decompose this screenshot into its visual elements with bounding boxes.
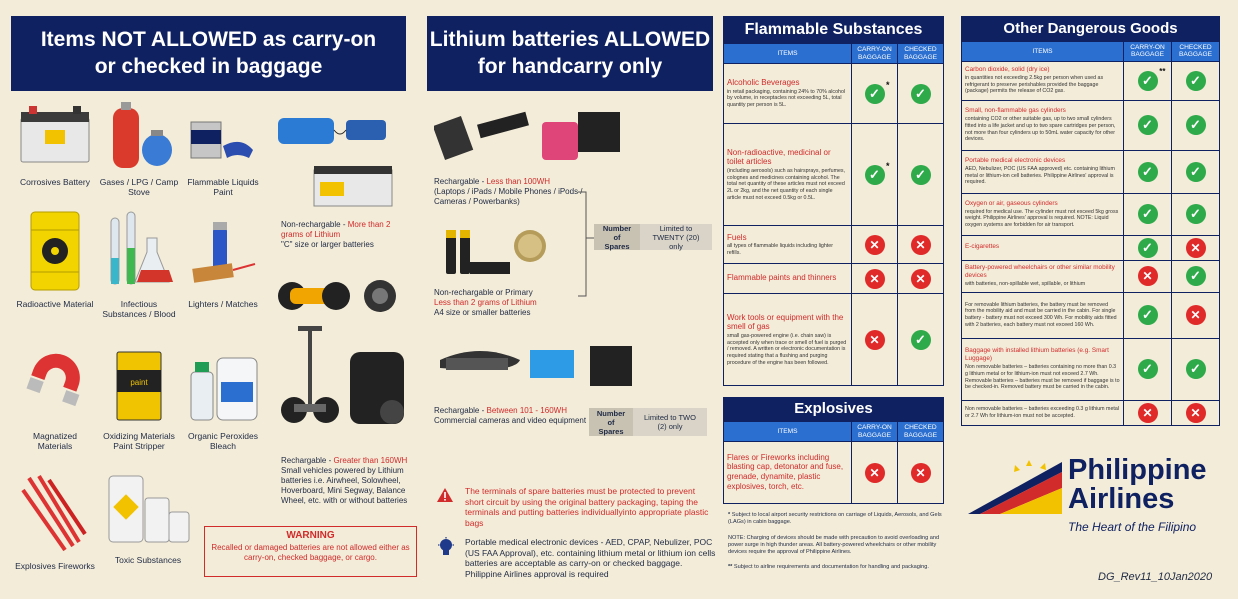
table-row	[962, 100, 1220, 150]
row-title: Non-radioactive, medicinal or toilet articles	[727, 147, 831, 167]
check-icon: ✓	[911, 165, 931, 185]
item-gases	[99, 100, 179, 197]
cross-icon: ✕	[911, 463, 931, 483]
flammable-panel	[723, 16, 944, 386]
not-allowed-banner	[11, 16, 406, 91]
row-title: Baggage with installed lithium batteries (e.g. Smart Luggage)	[965, 347, 1109, 363]
col-items: ITEMS	[724, 422, 852, 442]
lithium-title-line2: for handcarry only	[477, 54, 663, 78]
footnote-star: **	[728, 564, 733, 571]
table-header-row	[724, 44, 944, 64]
cross-icon: ✕	[865, 235, 885, 255]
table-row	[724, 64, 944, 124]
footnote-text: Subject to airline requirements and documentation for handling and packaging.	[733, 564, 929, 571]
aa-battery-icon	[442, 226, 552, 278]
item-label: Flammable Liquids Paint	[187, 177, 259, 198]
check-icon: ✓ **	[1138, 71, 1158, 91]
cross-icon: ✕	[911, 235, 931, 255]
item-infectious	[99, 208, 179, 319]
row-desc: For removable lithium batteries, the battery must be removed from the mobility aid and must be carried in the cabin. For single battery - battery must not exceed 300 Wh. For mobility aids fitted with 2 batteries, each battery must not exceed 160 Wh.	[965, 301, 1117, 328]
cross-icon: ✕	[1186, 238, 1206, 258]
row-title: Oxygen or air, gaseous cylinders	[965, 199, 1058, 207]
other-table	[961, 41, 1220, 426]
table-row	[962, 150, 1220, 193]
nonrech-primary-prefix: Non-rechargable or Primary	[434, 288, 533, 297]
col-items: ITEMS	[962, 42, 1124, 62]
nonrech-large-prefix: Non-rechargable -	[281, 220, 348, 229]
spares-label: Number of Spares	[594, 224, 640, 250]
rech-100-rest: (Laptops / iPads / Mobile Phones / iPods / Cameras / Powerbanks)	[434, 187, 583, 206]
rech-160-rest: Small vehicles powered by Lithium batteries i.e. Airwheel, Solowheel, Hoverboard, Mini Segway, Balance Wheel, etc. with or without batteries	[281, 466, 408, 505]
item-magnetized	[15, 346, 95, 451]
table-row	[724, 294, 944, 386]
table-header-row	[962, 42, 1220, 62]
col-checked: CHECKED BAGGAGE	[898, 422, 944, 442]
not-allowed-title-line1: Items NOT ALLOWED as carry-on	[40, 28, 377, 52]
row-title: Battery-powered wheelchairs or other similar mobility devices	[965, 264, 1115, 280]
bracket-lines	[576, 190, 596, 300]
cross-icon: ✕	[911, 269, 931, 289]
paint-can-icon	[183, 100, 263, 172]
row-title: Flammable paints and thinners	[727, 273, 837, 283]
check-icon: ✓	[911, 330, 931, 350]
not-allowed-title-line2: or checked in baggage	[94, 54, 323, 78]
camera-battery-icon	[438, 340, 638, 394]
nonrech-primary-red: Less than 2 grams of Lithium	[434, 298, 537, 307]
fireworks-icon	[15, 468, 95, 556]
item-label: Gases / LPG / Camp Stove	[99, 177, 179, 198]
rech-160-text	[281, 456, 421, 506]
flammable-title: Flammable Substances	[723, 16, 944, 43]
warning-title: WARNING	[286, 530, 335, 541]
spares-box-1	[594, 224, 712, 250]
explosives-table	[723, 421, 944, 504]
item-label: Organic Peroxides Bleach	[188, 431, 258, 452]
segway-icon	[280, 322, 410, 430]
cross-icon: ✕	[1138, 403, 1158, 423]
table-row	[962, 400, 1220, 425]
cross-icon: ✕	[865, 463, 885, 483]
logo-tagline: The Heart of the Filipino	[1068, 520, 1197, 534]
footnote-text: Subject to local airport security restrictions on carriage of Liquids, Aerosols, and Gels (LAGs) in cabin baggage.	[728, 512, 942, 526]
item-label: Radioactive Material	[16, 299, 94, 309]
car-battery-icon	[15, 100, 95, 172]
cross-icon: ✕	[865, 330, 885, 350]
warning-box	[204, 526, 417, 577]
footnote-star: **	[1159, 66, 1166, 76]
nonrech-large-rest: "C" size or larger batteries	[281, 240, 374, 249]
table-row	[724, 226, 944, 264]
row-title: Carbon dioxide, solid (dry ice)	[965, 66, 1050, 74]
footnote-3	[728, 564, 952, 571]
table-row	[962, 193, 1220, 235]
row-desc: required for medical use. The cylinder must not exceed 5kg gross weight. Philippine Airlines' approval is required. NOTE: Liquid oxygen systems are forbidden for air transport.	[965, 208, 1119, 228]
item-radioactive	[15, 208, 95, 309]
rech-100-text	[434, 177, 594, 207]
item-label: Magnatized Materials	[33, 431, 77, 452]
flammable-table	[723, 43, 944, 386]
rech-101-red: Between 101 - 160WH	[486, 406, 567, 415]
rech-101-rest: Commercial cameras and video equipment	[434, 416, 587, 425]
row-title: Fuels	[727, 232, 747, 242]
row-desc: all types of flammable liquids including lighter refills.	[727, 243, 833, 256]
logo-text	[1068, 456, 1228, 514]
radioactive-barrel-icon	[15, 208, 95, 294]
battery-pack-icon	[274, 108, 404, 158]
table-row	[962, 292, 1220, 338]
laptop-battery-icon	[434, 106, 624, 162]
footnote-star: *	[885, 160, 890, 171]
explosives-title: Explosives	[723, 397, 944, 421]
item-peroxides	[183, 346, 263, 451]
rech-100-red: Less than 100WH	[486, 177, 551, 186]
revision-code: DG_Rev11_10Jan2020	[1098, 571, 1213, 583]
check-icon: ✓	[1138, 305, 1158, 325]
svg-text:paint: paint	[130, 378, 148, 387]
row-desc: containing CO2 or other suitable gas, up to two small cylinders fitted into a life jacket and up to two spare cartridges per person, not more than four cylinders up to 50mL water capacity for other devices.	[965, 116, 1116, 143]
row-desc: in retail packaging, containing 24% to 70% alcohol by volume, in receptacles not exceeding 5L, total quantity per person is 5L.	[727, 88, 846, 109]
rech-160-red: Greater than 160WH	[333, 456, 408, 465]
spares-box-2	[589, 408, 707, 436]
rech-101-text	[434, 406, 594, 426]
logo-line2: Airlines	[1068, 483, 1175, 515]
check-icon: ✓ *	[865, 84, 885, 104]
footnote-1	[728, 512, 952, 527]
check-icon: ✓	[1138, 204, 1158, 224]
paint-stripper-icon	[99, 346, 179, 426]
row-title: Alcoholic Beverages	[727, 78, 800, 88]
row-desc: with batteries, non-spillable wet, spillable, or lithium	[965, 281, 1086, 288]
car-battery-small-icon	[308, 160, 398, 210]
check-icon: ✓	[1186, 71, 1206, 91]
spares-label: Number of Spares	[589, 408, 633, 436]
check-icon: ✓	[1138, 359, 1158, 379]
note-terminals: The terminals of spare batteries must be protected to prevent short circuit by using the original battery packaging, taping the terminals and putting batteries individuallyinto appropriate plastic bags	[465, 486, 709, 528]
item-corrosives	[15, 100, 95, 187]
toxic-canister-icon	[103, 468, 193, 550]
check-icon: ✓	[1186, 162, 1206, 182]
footnotes	[728, 512, 952, 572]
lithium-title-line1: Lithium batteries ALLOWED	[429, 28, 711, 52]
row-desc: Non removable batteries – batteries exceeding 0.3 g lithium metal or 2.7 Wh for lithium-ion must not be accepted.	[965, 405, 1119, 419]
gas-cylinder-icon	[99, 100, 179, 172]
row-desc: in quantities not exceeding 2.5kg per person when used as refrigerant to preserve perishables provided the baggage (package) permits the release of CO2 gas.	[965, 75, 1104, 95]
hoverboard-icon	[276, 276, 406, 316]
bleach-bottle-icon	[183, 346, 263, 426]
cross-icon: ✕	[1186, 305, 1206, 325]
table-row	[962, 338, 1220, 400]
cross-icon: ✕	[1138, 266, 1158, 286]
item-label: Toxic Substances	[114, 555, 182, 565]
explosives-panel	[723, 397, 944, 504]
row-desc: Non removable batteries – batteries containing no more than 0.3 g lithium metal or for lithium-ion must not exceed 2.7 Wh. Removable batteries – batteries must be removed if baggage is to be checked-in. Removed battery must be carried in the cabin.	[965, 364, 1120, 391]
item-label: Lighters / Matches	[188, 299, 258, 309]
table-row	[962, 235, 1220, 260]
check-icon: ✓ *	[865, 165, 885, 185]
row-title: E-cigarettes	[965, 243, 1000, 250]
lighter-icon	[183, 208, 263, 294]
item-label: Infectious Substances / Blood	[102, 299, 176, 320]
row-desc: (including aerosols) such as hairsprays, perfumes, colognes and medicines containing alcohol. The total net quantity of these articles must not exceed 2L or 2kg, and the net quantity of each single article must not exceed 0.5kg or 0.5L.	[727, 168, 846, 201]
check-icon: ✓	[1186, 204, 1206, 224]
spares-value: Limited to TWO (2) only	[644, 413, 696, 431]
logo-line1: Philippine	[1068, 454, 1207, 486]
footnote-2: NOTE: Charging of devices should be made with precaution to avoid overloading and power surge in high thunder areas. All battery-powered wheelchairs or other mobility devices require the approval of Philippine Airlines.	[728, 534, 940, 556]
col-carry: CARRY-ON BAGGAGE	[1124, 42, 1172, 62]
other-title: Other Dangerous Goods	[961, 16, 1220, 41]
lightbulb-icon	[437, 537, 455, 559]
table-row	[724, 442, 944, 504]
check-icon: ✓	[1186, 359, 1206, 379]
cross-icon: ✕	[1186, 403, 1206, 423]
check-icon: ✓	[1186, 266, 1206, 286]
nonrech-primary-text	[434, 288, 594, 318]
spares-value: Limited to TWENTY (20) only	[652, 223, 700, 251]
row-title: Flares or Fireworks including blasting cap, detonator and fuse, grenade, dynamite, plastic explosives, torch, etc.	[727, 452, 844, 491]
check-icon: ✓	[1138, 162, 1158, 182]
item-label: Corrosives Battery	[20, 177, 90, 187]
check-icon: ✓	[911, 84, 931, 104]
col-carry: CARRY-ON BAGGAGE	[852, 422, 898, 442]
nonrech-large-red: More than 2 grams of Lithium	[281, 220, 391, 239]
rech-160-prefix: Rechargable -	[281, 456, 334, 465]
table-header-row	[724, 422, 944, 442]
check-icon: ✓	[1186, 115, 1206, 135]
col-carry: CARRY-ON BAGGAGE	[852, 44, 898, 64]
item-label: Oxidizing Materials Paint Stripper	[103, 431, 175, 452]
row-title: Portable medical electronic devices	[965, 157, 1066, 165]
item-explosives	[15, 468, 95, 571]
item-flammable-liquids	[183, 100, 263, 197]
check-icon: ✓	[1138, 238, 1158, 258]
table-row	[962, 260, 1220, 292]
pal-sun-logo-icon	[966, 458, 1064, 518]
row-desc: AED, Nebulizer, POC (US FAA approved) etc. containing lithium metal or lithium-ion cell batteries. Philippine Airlines' approval is required.	[965, 166, 1115, 186]
table-row	[962, 61, 1220, 100]
col-checked: CHECKED BAGGAGE	[1172, 42, 1220, 62]
warning-triangle-icon	[436, 487, 454, 503]
col-items: ITEMS	[724, 44, 852, 64]
not-allowed-grid	[11, 98, 266, 588]
item-lighters	[183, 208, 263, 309]
rech-100-prefix: Rechargable -	[434, 177, 487, 186]
nonrech-primary-rest: A4 size or smaller batteries	[434, 308, 531, 317]
item-label: Explosives Fireworks	[15, 561, 95, 571]
cross-icon: ✕	[865, 269, 885, 289]
row-desc: small gas-powered engine (i.e. chain saw) is accepted only when trace or smell of fuel is purged / removed. A written or electronic documentation is required stating that a flushing and purging procedure of the engine has been followed.	[727, 333, 847, 366]
row-title: Small, non-flammable gas cylinders	[965, 107, 1066, 115]
row-title: Work tools or equipment with the smell of gas	[727, 312, 844, 332]
table-row	[724, 124, 944, 226]
check-icon: ✓	[1138, 115, 1158, 135]
item-toxic	[103, 468, 193, 565]
other-panel	[961, 16, 1220, 426]
table-row	[724, 264, 944, 294]
footnote-star: *	[728, 512, 731, 518]
col-checked: CHECKED BAGGAGE	[898, 44, 944, 64]
warning-text: Recalled or damaged batteries are not allowed either as carry-on, checked baggage, or cargo.	[211, 543, 410, 562]
note-medical: Portable medical electronic devices - AED, CPAP, Nebulizer, POC (US FAA Approval), etc. containing lithium metal or lithium ion cells batteries are acceptable as carry-on or checked baggage. Philippine Airlines approval is required	[465, 537, 716, 579]
footnote-star: *	[885, 79, 890, 90]
nonrech-large-text	[281, 220, 411, 250]
magnet-icon	[15, 346, 95, 426]
test-tube-icon	[99, 208, 179, 294]
item-oxidizing	[99, 346, 179, 451]
rech-101-prefix: Rechargable -	[434, 406, 487, 415]
lithium-banner	[427, 16, 713, 91]
